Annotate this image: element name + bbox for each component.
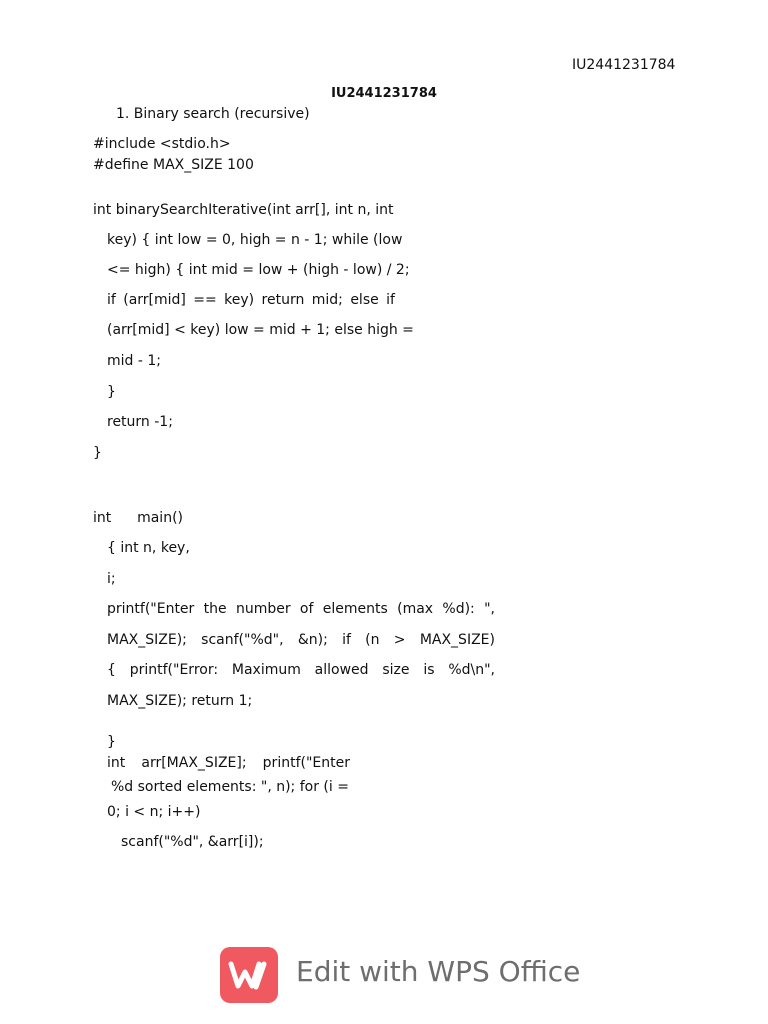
code-token: main(): [137, 510, 183, 526]
code-token: ",: [484, 601, 495, 617]
code-token: allowed: [314, 662, 369, 678]
code-token: if: [107, 292, 116, 308]
code-token: int: [93, 510, 112, 526]
code-token: &n);: [297, 632, 328, 648]
wps-logo-icon: [220, 947, 278, 1003]
code-token: %d):: [442, 601, 475, 617]
code-token: if: [386, 292, 395, 308]
code-main-line-9: [107, 755, 350, 771]
code-main-line-1: [93, 510, 183, 526]
code-include: #include <stdio.h>: [93, 136, 231, 152]
code-main-line-8: }: [107, 734, 116, 750]
code-main-line-11: 0; i < n; i++): [107, 804, 201, 820]
code-token: (n: [365, 632, 380, 648]
code-token: if: [342, 632, 351, 648]
code-main-line-12: scanf("%d", &arr[i]);: [121, 834, 264, 850]
code-token: return: [261, 292, 305, 308]
code-func-line-6: mid - 1;: [107, 353, 161, 369]
code-token: of: [299, 601, 314, 617]
code-token: is: [423, 662, 435, 678]
code-token: scanf("%d",: [201, 632, 284, 648]
code-func-line-3: <= high) { int mid = low + (high - low) / 2;: [107, 262, 410, 278]
code-token: elements: [322, 601, 388, 617]
code-func-line-5: (arr[mid] < key) low = mid + 1; else high =: [107, 322, 414, 338]
code-token: >: [393, 632, 406, 648]
code-func-line-4: [107, 292, 395, 308]
code-func-line-2: key) { int low = 0, high = n - 1; while (low: [107, 232, 403, 248]
code-func-signature: int binarySearchIterative(int arr[], int n, int: [93, 202, 394, 218]
code-main-line-3: i;: [107, 571, 116, 587]
code-main-line-7: MAX_SIZE); return 1;: [107, 693, 253, 709]
code-token: number: [235, 601, 291, 617]
code-func-line-9: }: [93, 445, 102, 461]
code-main-line-2: { int n, key,: [107, 540, 190, 556]
code-token: MAX_SIZE);: [107, 632, 187, 648]
header-id: IU2441231784: [572, 57, 676, 73]
code-token: (max: [397, 601, 434, 617]
code-token: size: [382, 662, 410, 678]
code-token: (arr[mid]: [123, 292, 186, 308]
section-heading: 1. Binary search (recursive): [116, 106, 310, 122]
code-token: ==: [193, 292, 217, 308]
code-token: {: [107, 662, 116, 678]
code-token: the: [203, 601, 227, 617]
code-token: MAX_SIZE): [419, 632, 495, 648]
code-main-line-6: [107, 662, 495, 678]
code-token: printf("Enter: [107, 601, 195, 617]
code-token: %d\n",: [448, 662, 495, 678]
code-func-line-7: }: [107, 384, 116, 400]
code-main-line-5: [107, 632, 495, 648]
code-token: else: [350, 292, 379, 308]
code-token: mid;: [311, 292, 343, 308]
code-token: int: [107, 755, 126, 771]
title-id: IU2441231784: [331, 86, 437, 101]
code-main-line-4: [107, 601, 495, 617]
code-token: printf("Enter: [262, 755, 350, 771]
code-token: Maximum: [231, 662, 301, 678]
code-token: key): [224, 292, 255, 308]
code-main-line-10: %d sorted elements: ", n); for (i =: [111, 779, 349, 795]
code-define: #define MAX_SIZE 100: [93, 157, 254, 173]
code-token: printf("Error:: [129, 662, 219, 678]
wps-watermark-text: Edit with WPS Office: [296, 955, 581, 988]
code-func-line-8: return -1;: [107, 414, 173, 430]
code-token: arr[MAX_SIZE];: [141, 755, 247, 771]
